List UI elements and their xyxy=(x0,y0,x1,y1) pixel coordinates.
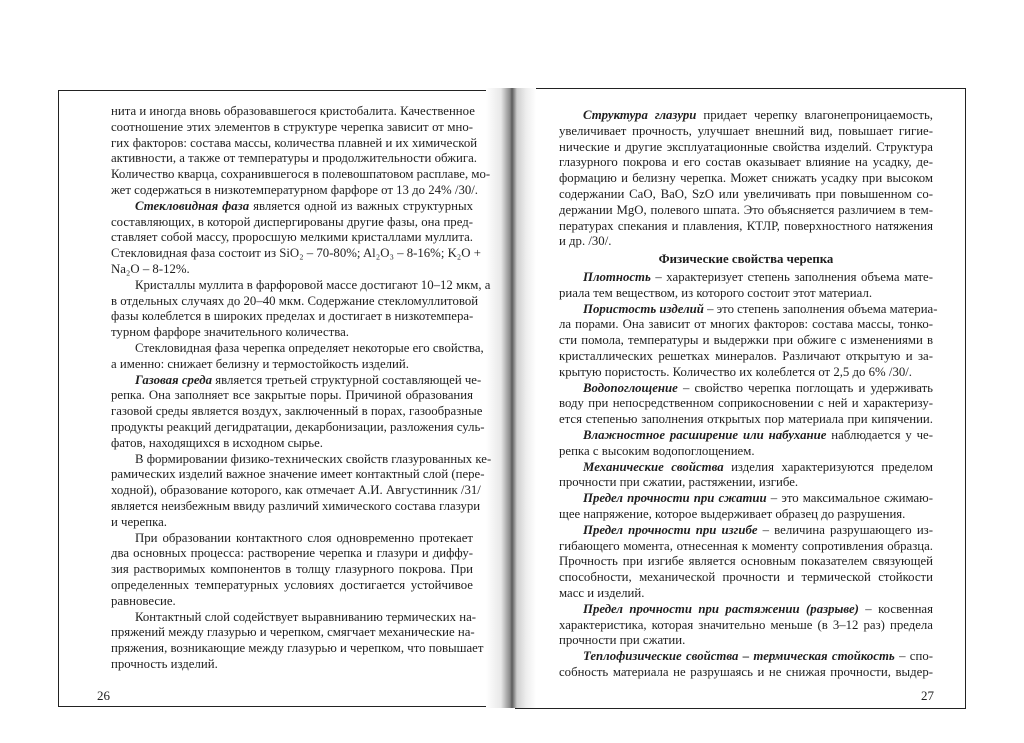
text-line xyxy=(559,428,933,444)
text-line xyxy=(559,365,933,381)
text-line xyxy=(111,246,481,262)
text-line xyxy=(559,349,933,365)
text-line xyxy=(559,396,933,412)
line-text: Стекловидная фаза состоит из SiO₂ – 70-80%; Al₂O₃ – 8-16%; K₂O + xyxy=(111,246,481,261)
text-line xyxy=(559,171,933,187)
line-text: наблюдается у че- xyxy=(826,427,933,442)
line-text: крытую пористость. Количество их колеблется от 2,5 до 6% /30/. xyxy=(559,364,913,379)
term-bold-italic: Предел прочности при растяжении (разрыве) xyxy=(583,601,859,616)
term-bold-italic: Механические свойства xyxy=(583,459,724,474)
text-line xyxy=(111,388,473,404)
line-text: фазы колеблется в широких пределах и достигает в низкотемпера- xyxy=(111,309,474,324)
line-text: – это максимальное сжимаю- xyxy=(766,491,933,506)
line-text: ходной), образование которого, как отмечает А.И. Августинник /31/ xyxy=(111,483,481,498)
text-line xyxy=(111,215,473,231)
term-bold-italic: Предел прочности при изгибе xyxy=(583,522,758,537)
line-text: прочность изделий. xyxy=(111,656,218,671)
line-text: способности, механической прочности и термической стойкости xyxy=(559,570,933,585)
line-text: – характеризует степень заполнения объема мате- xyxy=(650,269,933,284)
text-line xyxy=(559,219,933,235)
text-line xyxy=(111,451,492,468)
line-text: рамических изделий важное значение имеет контактный слой (пере- xyxy=(111,467,485,482)
text-line xyxy=(111,104,473,120)
text-line xyxy=(111,135,478,152)
right-page-text xyxy=(559,108,938,681)
text-line xyxy=(111,515,473,531)
text-line xyxy=(111,309,473,325)
line-text: прочности при сжатии, растяжении, изгибе. xyxy=(559,475,799,490)
text-line xyxy=(111,151,477,167)
term-bold-italic: Стекловидная фаза xyxy=(135,198,250,213)
line-text: и др. /30/. xyxy=(559,234,612,249)
text-line xyxy=(559,554,933,570)
line-text: Стекловидная фаза черепка определяет некоторые его свойства, xyxy=(135,340,484,355)
text-line xyxy=(111,372,482,389)
term-bold-italic: Теплофизические свойства – термическая стойкость xyxy=(583,649,895,664)
line-text: газовой среды является воздух, заключенный в порах, газообразные xyxy=(111,404,483,419)
text-line xyxy=(559,586,933,602)
line-text: Прочность при изгибе является основным показателем связующей xyxy=(559,554,933,569)
text-line xyxy=(559,460,933,476)
text-line xyxy=(559,333,933,349)
text-line xyxy=(111,531,473,547)
line-text: – свойство черепка поглощать и удерживать xyxy=(677,380,933,395)
text-line xyxy=(559,234,933,250)
line-text: пряжений между глазурью и черепком, смягчает механические на- xyxy=(111,625,475,640)
line-text: кристаллических решетках минералов. Различают открытую и за- xyxy=(559,348,933,363)
text-line xyxy=(111,594,473,610)
text-line xyxy=(111,293,479,310)
line-text: При образовании контактного слоя одновременно протекает xyxy=(135,530,473,545)
term-bold-italic: Структура глазури xyxy=(583,108,697,122)
text-line xyxy=(111,483,481,499)
term-bold-italic: Влажностное расширение или набухание xyxy=(583,427,827,442)
text-line xyxy=(111,120,473,136)
term-bold-italic: Предел прочности при сжатии xyxy=(583,491,767,506)
text-line xyxy=(559,665,933,681)
text-line xyxy=(559,444,933,460)
text-line xyxy=(559,475,933,491)
text-line xyxy=(111,199,473,215)
line-text: турном фарфоре значительного количества. xyxy=(111,325,349,340)
text-line xyxy=(111,262,473,278)
text-line xyxy=(111,498,481,515)
line-text: В формировании физико-технических свойств глазурованных ке- xyxy=(135,451,492,466)
line-text: является третьей структурной составляющей че- xyxy=(212,372,482,387)
page-number-right: 27 xyxy=(921,688,934,703)
text-line xyxy=(559,140,933,156)
line-text: Na₂O – 8-12%. xyxy=(111,261,190,276)
line-text: масс и изделий. xyxy=(559,585,645,600)
line-text: пряжения, возникающие между глазурью и черепком, что повышает xyxy=(111,641,484,656)
text-line xyxy=(111,277,491,294)
line-text: ставляет собой массу, проросшую мелкими кристаллами муллита. xyxy=(111,230,473,245)
line-text: является неизбежным ввиду различий химического состава глазури xyxy=(111,498,481,513)
line-text: прочности при сжатии. xyxy=(559,633,686,648)
text-line xyxy=(559,602,933,618)
text-line xyxy=(559,412,933,428)
text-line xyxy=(111,404,483,420)
text-line xyxy=(559,649,933,665)
text-line xyxy=(559,155,933,171)
text-line xyxy=(111,641,484,657)
line-text: а именно: снижает белизну и термостойкость изделий. xyxy=(111,356,409,371)
text-line xyxy=(559,523,933,539)
line-text: формацию и белизну черепка. Может снижать усадку при высоком xyxy=(559,171,933,186)
text-line xyxy=(111,357,473,373)
text-line xyxy=(559,570,933,586)
line-text: соотношение этих элементов в структуре черепка зависит от мно- xyxy=(111,119,473,134)
text-line xyxy=(559,491,933,507)
text-line xyxy=(111,182,479,199)
text-line xyxy=(559,539,933,555)
line-text: содержании CaO, BaO, SzO или увеличивать при повышенном со- xyxy=(559,186,933,201)
text-line xyxy=(559,618,933,634)
text-line xyxy=(111,562,473,578)
line-text: пературах спекания и плавления, КТЛР, поверхностного натяжения xyxy=(559,218,933,233)
text-line xyxy=(111,436,473,452)
page-number-left: 26 xyxy=(97,688,110,703)
text-line xyxy=(111,467,485,483)
line-text: воду при непосредственном соприкосновении с ней и характеризу- xyxy=(559,396,933,411)
line-text: продукты реакций дегидратации, декарбонизации, разложения суль- xyxy=(111,419,485,434)
line-text: увеличивает прочность, улучшает внешний вид, повышает гигие- xyxy=(559,123,933,138)
text-line xyxy=(111,325,473,341)
line-text: Физические свойства черепка xyxy=(658,252,834,267)
line-text: изделия характеризуются пределом xyxy=(723,459,933,474)
term-bold-italic: Газовая среда xyxy=(135,372,213,387)
line-text: Контактный слой содействует выравниванию термических на- xyxy=(135,609,477,624)
text-line xyxy=(111,167,491,183)
text-line xyxy=(111,546,473,562)
line-text: в отдельных случаях до 20–40 мкм. Содержание стекломуллитовой xyxy=(111,293,479,308)
text-line xyxy=(111,419,485,436)
line-text: жет содержаться в низкотемпературном фарфоре от 13 до 24% /30/. xyxy=(111,182,479,197)
text-line xyxy=(559,108,933,124)
line-text: два основных процесса: растворение черепка и глазури и диффу- xyxy=(111,546,473,561)
line-text: является одной из важных структурных xyxy=(249,198,473,213)
text-line xyxy=(559,317,933,333)
text-line xyxy=(559,187,933,203)
text-line xyxy=(559,507,933,523)
text-line xyxy=(559,270,933,286)
line-text: – величина разрушающего из- xyxy=(757,522,933,537)
line-text: щее напряжение, которое выдерживает образец до разрушения. xyxy=(559,506,906,521)
line-text: сти помола, температуры и выдержки при обжиге с изменениями в xyxy=(559,333,933,348)
line-text: риала тем веществом, из которого состоит этот материал. xyxy=(559,285,873,300)
text-line xyxy=(111,578,473,594)
line-text: глазурного покрова и его состав оказывает влияние на усадку, де- xyxy=(559,155,933,170)
term-bold-italic: Плотность xyxy=(583,269,651,284)
text-line xyxy=(111,609,477,626)
line-text: репка. Она заполняет все закрытые поры. Причиной образования xyxy=(111,388,473,403)
line-text: – косвенная xyxy=(858,601,933,616)
line-text: характеристика, которая значительно меньше (в 3–12 раз) предела xyxy=(559,617,933,632)
line-text: определенных температурных условиях достигается устойчивое xyxy=(111,577,473,592)
text-line xyxy=(111,230,473,246)
line-text: гих факторов: состава массы, количества плавней и их химической xyxy=(111,135,478,150)
line-text: собность материала не разрушаясь и не снижая прочности, выдер- xyxy=(559,664,933,679)
text-line xyxy=(559,203,933,219)
line-text: гибающего момента, отнесенная к моменту сопротивления образца. xyxy=(559,538,933,553)
text-line xyxy=(559,124,933,140)
text-line xyxy=(111,340,484,357)
line-text: и черепка. xyxy=(111,514,167,529)
line-text: фатов, находящихся в исходном сырье. xyxy=(111,435,324,450)
line-text: составляющих, в которой диспергированы другие фазы, она пред- xyxy=(111,214,473,229)
text-line xyxy=(559,381,933,397)
left-page-text xyxy=(111,104,492,673)
text-line xyxy=(559,286,933,302)
text-line xyxy=(111,625,473,641)
text-line xyxy=(111,657,473,673)
line-text: репка с высоким водопоглощением. xyxy=(559,443,755,458)
book-gutter-shadow xyxy=(486,88,536,708)
line-text: ется степенью заполнения открытых пор материала при кипячении. xyxy=(559,412,933,427)
term-bold-italic: Водопоглощение xyxy=(583,380,678,395)
line-text: Количество кварца, сохранившегося в полевошпатовом расплаве, мо- xyxy=(111,167,491,182)
line-text: ла порами. Она зависит от многих факторов: состава массы, тонко- xyxy=(559,317,933,332)
line-text: придает черепку влагонепроницаемость, xyxy=(696,108,933,122)
section-heading xyxy=(559,252,933,268)
line-text: равновесие. xyxy=(111,593,176,608)
line-text: – спо- xyxy=(894,649,933,664)
line-text: активности, а также от температуры и продолжительности обжига. xyxy=(111,151,477,166)
text-line xyxy=(559,633,933,649)
line-text: Кристаллы муллита в фарфоровой массе достигают 10–12 мкм, а xyxy=(135,277,491,292)
line-text: зия растворимых компонентов в толщу глазурного покрова. При xyxy=(111,562,473,577)
term-bold-italic: Пористость изделий xyxy=(583,301,704,316)
line-text: нита и иногда вновь образовавшегося кристобалита. Качественное xyxy=(111,104,475,118)
text-line xyxy=(559,301,938,318)
line-text: – это степень заполнения объема материа- xyxy=(703,301,938,316)
line-text: держании MgO, полевого шпата. Это объясняется различием в тем- xyxy=(559,202,933,217)
line-text: нические и другие эксплуатационные свойства изделий. Структура xyxy=(559,139,933,154)
